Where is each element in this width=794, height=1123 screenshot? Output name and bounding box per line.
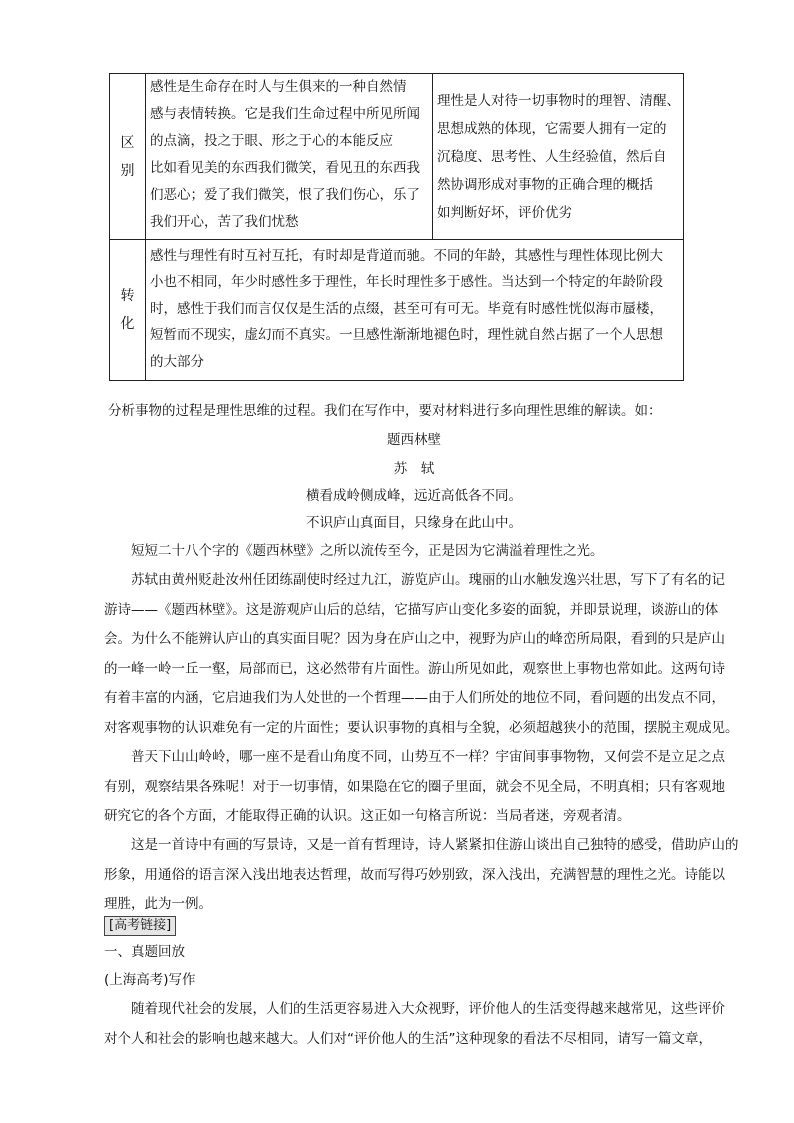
cell-line: 的点滴，投之于眼、形之于心的本能反应 xyxy=(150,133,393,149)
paragraph-4 xyxy=(104,831,739,920)
cell-line: 短暂而不现实，虚幻而不真实。一旦感性渐渐地褪色时，理性就自然占据了一个人思想 xyxy=(150,327,663,344)
cell-line: 沉稳度、思考性、人生经验值，然后自 xyxy=(437,148,667,165)
paragraph-line: 苏轼由黄州贬赴汝州任团练副使时经过九江，游览庐山。瑰丽的山水触发逸兴壮思，写下了有名的记 xyxy=(131,572,725,588)
transformation-cell xyxy=(146,240,684,381)
table-row-transformation xyxy=(110,240,684,381)
row-header-difference xyxy=(110,74,146,240)
comparison-table xyxy=(109,73,684,381)
paragraph-line: 一、真题回放 xyxy=(104,944,185,960)
paragraph-1 xyxy=(104,537,724,567)
paragraph-2 xyxy=(104,566,739,743)
poem-line: 横看成岭侧成峰，远近高低各不同。 xyxy=(306,488,522,504)
cell-line: 感与表情转换。它是我们生命过程中所见所闻 xyxy=(150,106,420,122)
row-header-char: 区 xyxy=(120,134,135,151)
row-header-char: 别 xyxy=(120,162,135,179)
paragraph-line: 的一峰一岭一丘一壑，局部而已，这必然带有片面性。游山所见如此，观察世上事物也常如此。这两句诗 xyxy=(104,660,725,677)
paragraph-line: 随着现代社会的发展，人们的生活更容易进入大众视野，评价他人的生活变得越来越常见，这些评价 xyxy=(131,1001,725,1017)
table-row-difference xyxy=(110,74,684,240)
paragraph-line: 分析事物的过程是理性思维的过程。我们在写作中，要对材料进行多向理性思维的解读。如： xyxy=(108,403,662,419)
perceptual-cell xyxy=(146,74,433,240)
paragraph-line: (上海高考)写作 xyxy=(104,972,196,988)
paragraph-5 xyxy=(104,995,724,1054)
cell-line: 时，感性于我们而言仅仅是生活的点缀，甚至可有可无。毕竟有时感性恍似海市蜃楼， xyxy=(150,300,663,317)
cell-line: 我们开心，苦了我们忧愁 xyxy=(150,214,299,230)
row-header-char: 转 xyxy=(120,288,135,304)
intro-paragraph xyxy=(104,397,724,427)
paragraph-line: 短短二十八个字的《题西林壁》之所以流传至今，正是因为它满溢着理性之光。 xyxy=(131,543,604,559)
poem-line: 不识庐山真面目，只缘身在此山中。 xyxy=(306,515,522,531)
cell-line: 感性是生命存在时人与生俱来的一种自然情 xyxy=(150,79,407,95)
rational-cell xyxy=(433,74,684,240)
poem-author: 苏 轼 xyxy=(393,461,435,477)
paragraph-line: 会。为什么不能辨认庐山的真实面目呢？因为身在庐山之中，视野为庐山的峰峦所局限，看到的只是庐山 xyxy=(104,631,725,647)
cell-line: 们恶心；爱了我们微笑，恨了我们伤心，乐了 xyxy=(150,187,420,203)
paragraph-line: 形象，用通俗的语言深入浅出地表达哲理，故而写得巧妙别致，深入浅出，充满智慧的理性之光。诗能以 xyxy=(104,866,725,883)
cell-line: 思想成熟的体现，它需要人拥有一定的 xyxy=(437,120,667,137)
paragraph-line: 游诗——《题西林壁》。这是游观庐山后的总结，它描写庐山变化多姿的面貌，并即景说理，谈游山的体 xyxy=(104,601,719,618)
paragraph-line: 这是一首诗中有画的写景诗，又是一首有哲理诗，诗人紧紧扣住游山谈出自己独特的感受，借助庐山的 xyxy=(131,837,739,853)
cell-line: 感性与理性有时互衬互托，有时却是背道而驰。不同的年龄，其感性与理性体现比例大 xyxy=(150,247,663,264)
cell-line: 如判断好坏，评价优劣 xyxy=(437,204,572,221)
row-header-char: 化 xyxy=(120,316,135,332)
poem-title: 题西林壁 xyxy=(387,432,441,448)
cell-line: 的大部分 xyxy=(150,353,204,370)
paragraph-line: 对客观事物的认识难免有一定的片面性；要认识事物的真相与全貌，必须超越狭小的范围，摆脱主观成见。 xyxy=(104,719,739,736)
cell-line: 然协调形成对事物的正确合理的概括 xyxy=(437,176,653,193)
exam-source xyxy=(104,966,724,996)
paragraph-line: 研究它的各个方面，才能取得正确的认识。这正如一句格言所说：当局者迷，旁观者清。 xyxy=(104,808,631,824)
cell-line: 小也不相同，年少时感性多于理性，年长时理性多于感性。当达到一个特定的年龄阶段 xyxy=(150,274,663,291)
paragraph-line: 对个人和社会的影响也越来越大。人们对“评价他人的生活”这种现象的看法不尽相同，请写一篇文章， xyxy=(104,1030,712,1047)
cell-line: 比如看见美的东西我们微笑，看见丑的东西我 xyxy=(150,160,420,176)
gaokao-link-badge: [高考链接] xyxy=(104,916,176,936)
paragraph-3 xyxy=(104,743,724,832)
paragraph-line: 理胜，此为一例。 xyxy=(104,896,212,912)
row-header-transformation xyxy=(110,240,146,381)
cell-line: 理性是人对待一切事物时的理智、清醒、 xyxy=(437,92,680,109)
paragraph-line: 有着丰富的内涵，它启迪我们为人处世的一个哲理——由于人们所处的地位不同，看问题的出发点不同， xyxy=(104,690,725,706)
paragraph-line: 普天下山山岭岭，哪一座不是看山角度不同，山势互不一样？宇宙间事事物物，又何尝不是立足之点 xyxy=(131,749,725,765)
section-heading xyxy=(104,938,724,968)
paragraph-line: 有别，观察结果各殊呢！对于一切事情，如果隐在它的圈子里面，就会不见全局，不明真相；只有客观地 xyxy=(104,778,725,795)
